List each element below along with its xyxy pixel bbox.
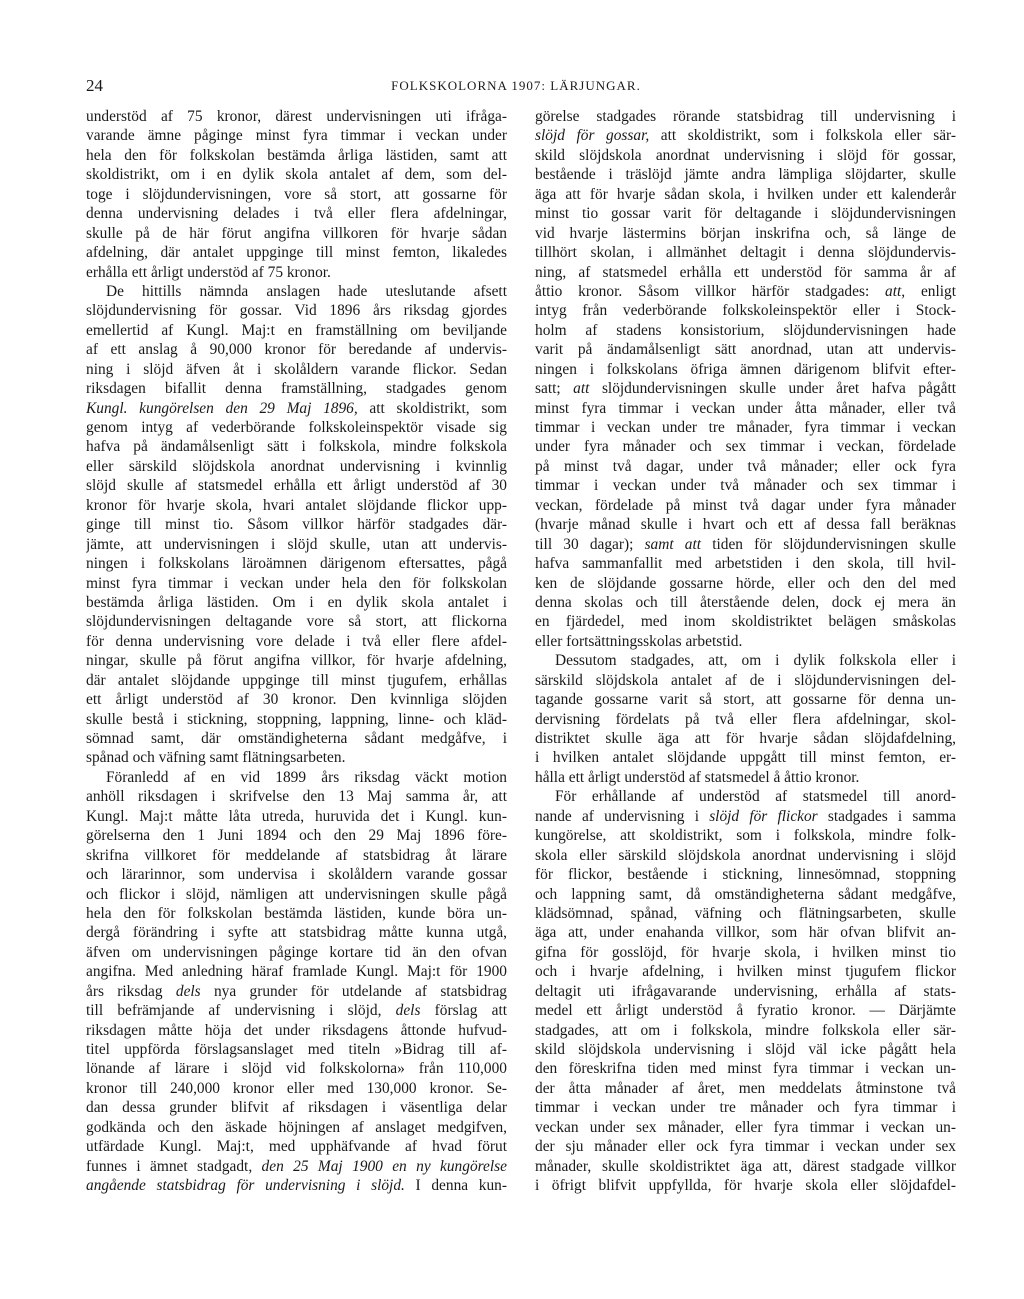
text-line: godkända och den äskade höjningen af anslaget medgifven, <box>86 1118 507 1136</box>
text-line: lönande af lärare i slöjd vid folkskolorna» från 110,000 <box>86 1060 507 1078</box>
text-line: kungörelse, att skoldistrikt, som i folkskola, mindre folk- <box>535 827 956 845</box>
text-line: månader, skulle skoldistriktet äga att, därest stadgade villkor <box>535 1157 956 1175</box>
text-line: ningen i folkskolans läroämnen därigenom eftersattes, pågå <box>86 555 507 573</box>
text-line: kronor för hvarje skola, hvari antalet slöjdande flickor upp- <box>86 496 507 514</box>
text-line: erhålla ett årligt understöd af 75 kronor. <box>86 263 331 281</box>
text-line: skulle bestå i stickning, stoppning, lappning, linne- och kläd- <box>86 710 507 728</box>
text-line: skoldistrikt, om i en dylik skola antalet af dem, som del- <box>86 166 507 184</box>
text-line: der sju månader eller ock fyra timmar i veckan under sex <box>535 1138 956 1156</box>
text-line: bestämda årliga lästiden. Om i en dylik skola antalet i <box>86 593 507 611</box>
right-column <box>535 107 956 1196</box>
text-line: holm af stadens konsistorium, slöjdundervisningen hade <box>535 321 956 339</box>
text-line: under fyra månader och sex timmar i veckan, fördelade <box>535 438 956 456</box>
text-line: slöjdundervisningen deltagande vore så stort, att flickorna <box>86 613 507 631</box>
text-line: gifna för gosslöjd, för hvarje skola, i hvilken minst tio <box>535 943 956 961</box>
text-line: deltagit uti ifrågavarande undervisning, erhålla af stats- <box>535 982 956 1000</box>
text-line: hela den för folkskolan bestämda årliga lästiden, samt att <box>86 146 507 164</box>
text-line: tillhört skolan, i allmänhet deltagit i denna slöjdundervis- <box>535 244 956 262</box>
text-line: hafva sammanfallit med arbetstiden i den skola, till hvil- <box>535 555 956 573</box>
text-line: timmar i veckan under två månader och sex timmar i <box>535 477 956 495</box>
text-line: der åtta månader af året, men meddelats åtminstone två <box>535 1079 956 1097</box>
text-line: tagande gossarne varit så stort, att gossarne för denna un- <box>535 691 956 709</box>
text-line: ning i slöjd äfven åt i skolåldern varande flickor. Sedan <box>86 360 507 378</box>
text-line: hafva på ändamålsenligt sätt i folkskola, mindre folkskola <box>86 438 507 456</box>
text-line: genom intyg af vederbörande folkskoleinspektör visade sig <box>86 419 507 436</box>
text-line: skola eller särskild slöjdskola anordnat undervisning i slöjd <box>535 846 956 864</box>
text-line: Föranledd af en vid 1899 års riksdag väckt motion <box>106 768 507 786</box>
page-number: 24 <box>86 76 103 95</box>
text-line: åttio kronor. Såsom villkor härför stadgades: att, enligt <box>535 282 956 300</box>
text-line: minst fyra timmar i veckan under åtta månader, eller två <box>535 399 956 417</box>
text-line: hålla ett årligt understöd af statsmedel å åttio kronor. <box>535 768 860 786</box>
text-line: ken de slöjdande gossarne hörde, eller och den del med <box>535 574 956 592</box>
text-line: eller särskild slöjdskola anordnat undervisning i kvinnlig <box>86 457 507 475</box>
text-line: Dessutom stadgades, att, om i dylik folkskola eller i <box>555 652 956 670</box>
text-line: hela den för folkskolan bestämda lästiden, kunde böra un- <box>86 904 507 922</box>
text-line: ningar, skulle på förut angifna villkor, för hvarje afdelning, <box>86 652 507 670</box>
text-line: sömnad samt, där omständigheterna sådant medgåfve, i <box>86 730 507 747</box>
text-line: den föreskrifna tiden med minst fyra timmar i veckan un- <box>535 1060 956 1078</box>
text-line: dan dessa grunder blifvit af riksdagen i väsentliga delar <box>86 1099 507 1117</box>
text-line: klädsömnad, spånad, väfning och flätningsarbeten, skulle <box>535 904 956 922</box>
text-line: (hvarje månad skulle i hvart och ett af dessa fall beräknas <box>535 516 956 534</box>
left-column <box>86 107 507 1196</box>
text-line: toge i slöjdundervisningen, vore så stort, att gossarne för <box>86 185 507 203</box>
text-line: De hittills nämnda anslagen hade uteslutande afsett <box>106 282 507 300</box>
text-line: riksdagen måtte höja det under riksdagens åttonde hufvud- <box>86 1021 507 1039</box>
text-line: nande af undervisning i slöjd för flickor stadgades i samma <box>535 807 956 825</box>
text-line: ning, af statsmedel erhålla ett understöd för samma år af <box>535 263 956 281</box>
text-line: äga att, under enahanda villkor, som här ofvan blifvit an- <box>535 924 956 942</box>
text-line: slöjdundervisning för gossar. Vid 1896 års riksdag gjordes <box>86 302 507 320</box>
text-line: understöd af 75 kronor, därest undervisningen uti ifråga- <box>86 108 507 125</box>
text-line: skulle på de här förut angifna villkoren för hvarje sådan <box>86 224 507 242</box>
text-line: görelse stadgades rörande statsbidrag till undervisning i <box>535 108 956 125</box>
text-line: jämte, att undervisningen i slöjd skulle, utan att undervis- <box>86 535 507 553</box>
text-line: veckan, fördelade på minst två dagar under fyra månader <box>535 496 956 514</box>
text-line: för flickor, bestående i stickning, linnesömnad, stoppning <box>535 866 956 884</box>
text-line: varande ämne påginge minst fyra timmar i veckan under <box>86 127 507 145</box>
text-line: minst tio gossar varit för deltagande i slöjdundervisningen <box>535 205 956 223</box>
text-line: slöjd för gossar, att skoldistrikt, som i folkskola eller sär- <box>535 127 956 145</box>
text-line: denna undervisning delades i två eller flera afdelningar, <box>86 205 507 223</box>
text-line: i öfrigt blifvit uppfyllda, för hvarje skola eller slöjdafdel- <box>535 1177 956 1195</box>
text-line: timmar i veckan under tre månader, fyra timmar i veckan <box>535 419 956 436</box>
text-line: äga att för hvarje sådan skola, i hvilken under ett kalenderår <box>535 185 956 203</box>
text-line: För erhållande af understöd af statsmedel till anord- <box>555 788 956 806</box>
text-line: af ett anslag å 90,000 kronor för beredande af undervis- <box>86 341 507 359</box>
text-line: ett årligt understöd af 30 kronor. Den kvinnliga slöjden <box>86 691 507 709</box>
text-line: i hvilken antalet slöjdande uppgått till minst femton, er- <box>535 749 956 767</box>
text-line: en fjärdedel, med inom skoldistriktet belägen småskolas <box>535 613 956 631</box>
text-line: varit på ändamålsenligt sätt anordnad, utan att undervis- <box>535 341 956 359</box>
text-line: bestående i träslöjd jämte andra lämpliga slöjdarter, skulle <box>535 166 956 184</box>
text-line: ginge till minst tio. Såsom villkor härför stadgades där- <box>86 516 507 534</box>
text-line: görelserna den 1 Juni 1894 och den 29 Maj 1896 före- <box>86 827 507 845</box>
text-line: och i hvarje afdelning, i hvilken minst tjugufem flickor <box>535 963 956 981</box>
text-line: skild slöjdskola undervisning i slöjd väl icke pågått hela <box>535 1041 956 1058</box>
text-line: skrifna villkoret för meddelande af statsbidrag åt lärare <box>86 846 507 864</box>
text-line: timmar i veckan under tre månader och fyra timmar i <box>535 1099 956 1117</box>
text-line: slöjd skulle af statsmedel erhålla ett årligt understöd af 30 <box>86 477 507 495</box>
text-line: och flickor i slöjd, nämligen att undervisningen skulle pågå <box>86 885 507 903</box>
text-line: utfärdade Kungl. Maj:t, med upphäfvande af hvad förut <box>86 1138 507 1156</box>
text-line: riksdagen bifallit denna framställning, stadgades genom <box>86 380 507 398</box>
text-line: funnes i ämnet stadgadt, den 25 Maj 1900 en ny kungörelse <box>86 1157 507 1175</box>
running-head: FOLKSKOLORNA 1907: LÄRJUNGAR. <box>391 78 641 93</box>
text-line: särskild slöjdskola antalet af de i slöjdundervisningen del- <box>535 671 956 689</box>
text-line: distriktet skulle äga att för hvarje sådan slöjdafdelning, <box>535 730 956 747</box>
text-line: kronor till 240,000 kronor eller med 130,000 kronor. Se- <box>86 1079 507 1097</box>
text-line: anhöll riksdagen i skrifvelse den 13 Maj samma år, att <box>86 788 507 806</box>
text-line: där antalet slöjdande uppginge till minst tjugufem, erhållas <box>86 671 507 689</box>
text-line: spånad och väfning samt flätningsarbeten. <box>86 749 346 767</box>
text-line: minst fyra timmar i veckan under hela den för folkskolan <box>86 574 507 592</box>
text-line: Kungl. Maj:t måtte låta utreda, huruvida det i Kungl. kun- <box>86 807 507 825</box>
text-line: veckan under sex månader, eller fyra timmar i veckan un- <box>535 1118 956 1136</box>
text-line: och lappning samt, då omständigheterna sådant medgåfve, <box>535 885 956 903</box>
text-line: äfven om undervisningen påginge kortare tid än den ofvan <box>86 943 507 961</box>
text-line: skild slöjdskola anordnat undervisning i slöjd för gossar, <box>535 146 956 164</box>
text-line: dervisning fördelats på två eller flera afdelningar, skol- <box>535 710 956 728</box>
text-line: Kungl. kungörelsen den 29 Maj 1896, att skoldistrikt, som <box>86 399 507 417</box>
text-line: emellertid af Kungl. Maj:t en framställning om beviljande <box>86 321 507 339</box>
text-line: angifna. Med anledning häraf framlade Kungl. Maj:t för 1900 <box>86 963 507 981</box>
text-line: dergå förändring i syfte att statsbidrag måtte kunna utgå, <box>86 924 507 942</box>
text-line: eller fortsättningsskolas arbetstid. <box>535 632 743 650</box>
text-line: afdelning, där antalet uppginge till minst femton, likaledes <box>86 244 507 262</box>
text-line: till 30 dagar); samt att tiden för slöjdundervisningen skulle <box>535 535 956 553</box>
page-header <box>86 76 946 100</box>
text-line: till befrämjande af undervisning i slöjd, dels förslag att <box>86 1002 507 1020</box>
text-line: denna skolas och till återstående delen, dock ej mera än <box>535 593 956 611</box>
text-line: angående statsbidrag för undervisning i slöjd. I denna kun- <box>86 1177 507 1195</box>
text-line: satt; att slöjdundervisningen skulle under året hafva pågått <box>535 380 956 398</box>
text-line: medel ett årligt understöd å fyratio kronor. — Därjämte <box>535 1002 956 1020</box>
text-line: stadgades, att om i folkskola, mindre folkskola eller sär- <box>535 1021 956 1039</box>
text-line: intyg från vederbörande folkskoleinspektör eller i Stock- <box>535 302 956 320</box>
text-line: på minst två dagar, under två månader; eller ock fyra <box>535 457 956 475</box>
text-line: ningen i folkskolans öfriga ämnen därigenom blifvit efter- <box>535 360 956 378</box>
text-line: års riksdag dels nya grunder för utdelande af statsbidrag <box>86 982 507 1000</box>
text-line: vid hvarje lästermins början inskrifna och, så länge de <box>535 224 956 242</box>
text-line: och lärarinnor, som undervisa i skolåldern varande gossar <box>86 866 507 884</box>
text-line: för denna undervisning vore delade i två eller flere afdel- <box>86 632 507 650</box>
text-line: titel uppförda förslagsanslaget med titeln »Bidrag till af- <box>86 1041 507 1058</box>
